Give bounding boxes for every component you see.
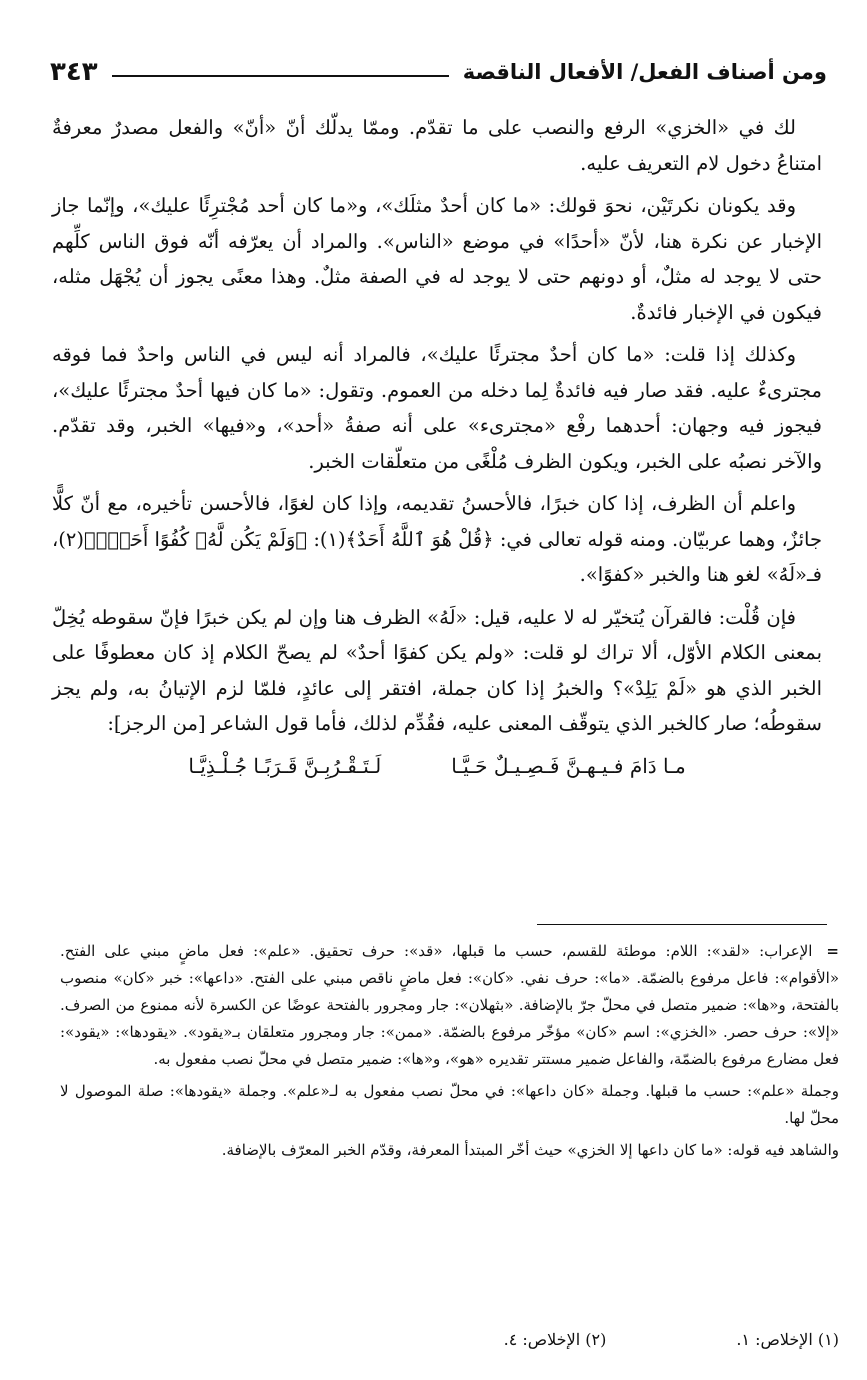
- reference-2: (٢) الإخلاص: ٤.: [503, 1330, 607, 1349]
- footnote-sentences: وجملة «علم»: حسب ما قبلها. وجملة «كان داعها»: في محلّ نصب مفعول به لـ«علم». وجملة «يقودها»: صلة الموصول لا محلّ لها.: [60, 1082, 839, 1127]
- paragraph: فإن قُلْت: فالقرآن يُتخيّر له لا عليه، قيل: «لَهُ» الظرف هنا وإن لم يكن خبرًا فإنّ سقوطه يُخِلّ بمعنى الكلام الأوّل، ألا تراك لو قلت: «ولم يكن كفوًا أحدٌ» لم يصحّ الكلام إذ كان معطوفًا على الخبر الذي هو «لَمْ يَلِدْ»؟ والخبرُ إذا كان جملة، افتقر إلى عائدٍ، فلمّا لزم الإتيانُ به، ولم يجز سقوطُه؛ صار كالخبر الذي يتوقّف المعنى عليه، فقُدِّم لذلك، فأما قول الشاعر [من الرجز]:: [52, 605, 822, 735]
- header-rule: [112, 75, 449, 77]
- footnote-evidence: والشاهد فيه قوله: «ما كان داعها إلا الخزي» حيث أخّر المبتدأ المعرفة، وقدّم الخبر المعرّف بالإضافة.: [221, 1141, 839, 1159]
- footnote-parsing: [60, 938, 839, 1073]
- quran-references: [504, 1330, 839, 1349]
- poetry-verse: [52, 749, 822, 785]
- main-text: [52, 110, 822, 784]
- page-number: ٣٤٣: [50, 57, 98, 87]
- paragraph: لك في «الخزي» الرفع والنصب على ما تقدّم. وممّا يدلّك أنّ «أنّ» والفعل مصدرٌ معرفةٌ امتناعُ دخول لام التعريف عليه.: [52, 116, 822, 175]
- paragraph: واعلم أن الظرف، إذا كان خبرًا، فالأحسنُ تقديمه، وإذا كان لغوًا، فالأحسن تأخيره، مع أنّ كلًّا جائزٌ، وهما عربيّان. ومنه قوله تعالى في: ﴿قُلْ هُوَ ٱللَّهُ أَحَدٌ﴾(١): ﴿وَلَمْ يَكُن لَّهُۥ كُفُوًا أَحَدٌۢ﴾(٢)، فـ«لَهُ» لغو هنا والخبر «كفوًا».: [52, 492, 822, 586]
- continuation-mark: =: [826, 942, 839, 960]
- chapter-title: ومن أصناف الفعل/ الأفعال الناقصة: [462, 60, 827, 84]
- reference-1: (١) الإخلاص: ١.: [736, 1330, 839, 1349]
- verse-hemistich-right: مـا دَامَ فـيـهـنَّ فَـصِـيـلٌ حَـيَّـا: [451, 753, 686, 778]
- footnote-text: الإعراب: «لقد»: اللام: موطئة للقسم، حسب ما قبلها، «قد»: حرف تحقيق. «علم»: فعل ماضٍ مبني على الفتح. «الأقوام»: فاعل مرفوع بالضمّة. «ما»: حرف نفي. «كان»: فعل ماضٍ ناقص مبني على الفتح. «داعها»: خبر «كان» منصوب بالفتحة، و«ها»: ضمير متصل في محلّ جرّ بالإضافة. «بثهلان»: جار ومجرور بالفتحة عوضًا عن الكسرة لأنه ممنوع من الصرف. «إلا»: حرف حصر. «الخزي»: اسم «كان» مؤخّر مرفوع بالضمّة. «ممن»: جار ومجرور متعلقان بـ«يقود». «يقودها»: «يقود»: فعل مضارع مرفوع بالضمّة، والفاعل ضمير مستتر تقديره «هو»، و«ها»: ضمير متصل في محلّ نصب مفعول به.: [60, 942, 839, 1068]
- verse-hemistich-left: لَـتَـقْـرُبِـنَّ قَـرَبًـا جُـلْـذِيَّـا: [188, 753, 382, 778]
- paragraph: وقد يكونان نكرتَيْن، نحوَ قولك: «ما كان أحدٌ مثلَك»، و«ما كان أحد مُجْترِئًا عليك»، وإنّما جاز الإخبار عن نكرة هنا، لأنّ «أحدًا» في موضع «الناس». والمراد أن يعرّفه أنّه فوق الناس كلِّهم حتى لا يوجد له مثلٌ، أو دونهم حتى لا يوجد له في الصفة مثلٌ. وهذا معنًى يجوز أن يُجْهَل مثله، فيكون في الإخبار فائدةٌ.: [52, 194, 822, 324]
- paragraph: وكذلك إذا قلت: «ما كان أحدٌ مجترئًا عليك»، فالمراد أنه ليس في الناس واحدٌ فما فوقه مجترىءٌ عليه. فقد صار فيه فائدةٌ لِما دخله من العموم. وتقول: «ما كان فيها أحدٌ مجترئًا عليك»، فيجوز فيه وجهان: أحدهما رفْع «مجترىء» على أنه صفةُ «أحد»، و«فيها» الخبر، وقد تقدّم. والآخر نصبُه على الخبر، ويكون الظرف مُلْغًى من متعلّقات الخبر.: [52, 343, 822, 473]
- running-head: [50, 52, 827, 92]
- footnotes: [60, 938, 839, 1169]
- footnote-rule: [537, 924, 827, 925]
